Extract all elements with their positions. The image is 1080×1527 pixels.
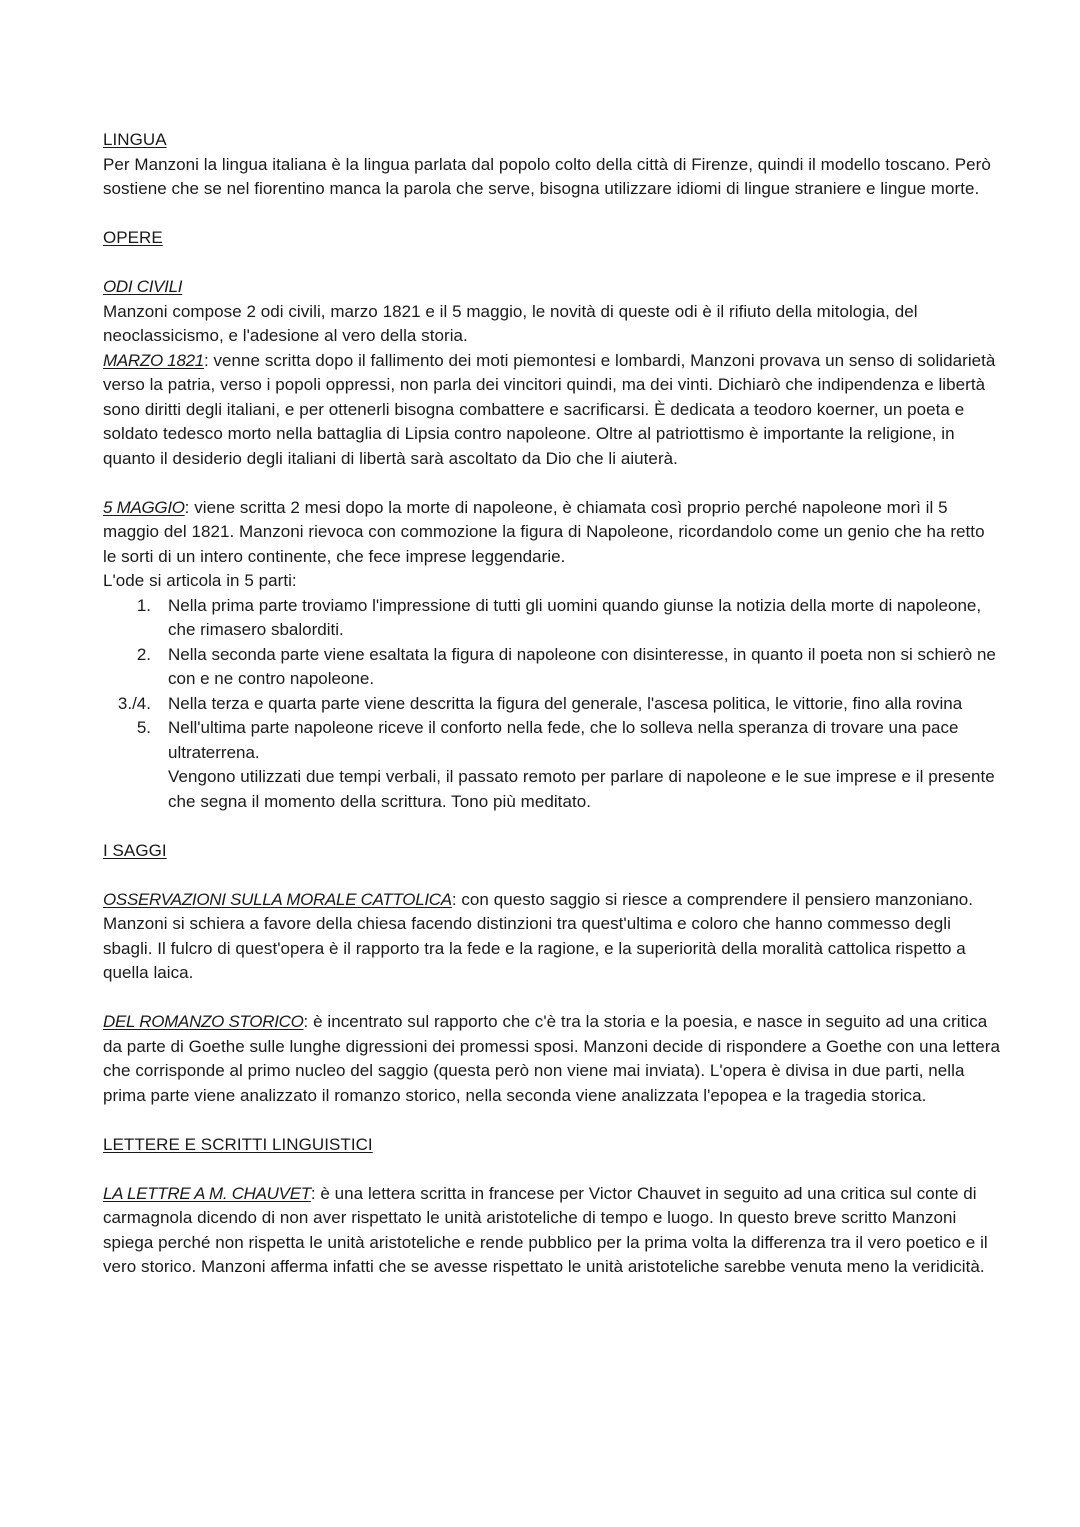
list-item-text: Nella prima parte troviamo l'impressione di tutti gli uomini quando giunse la notizia della morte di napoleone, che rimasero sbalorditi. [168,595,982,639]
paragraph-osservazioni [103,888,1000,986]
heading-lettere: LETTERE E SCRITTI LINGUISTICI [103,1134,373,1154]
parts-intro: L'ode si articola in 5 parti: [103,571,297,590]
title-osservazioni: OSSERVAZIONI SULLA MORALE CATTOLICA [103,889,452,909]
list-item-text: Nella terza e quarta parte viene descritta la figura del generale, l'ascesa politica, le vittorie, fino alla rovina [168,693,963,713]
list-item [103,716,1000,765]
list-item [103,692,1000,717]
list-item [103,594,1000,643]
paragraph-closing: Vengono utilizzati due tempi verbali, il passato remoto per parlare di napoleone e le sue imprese e il presente che segna il momento della scrittura. Tono più meditato. [168,767,995,811]
text-romanzo: : è incentrato sul rapporto che c'è tra la storia e la poesia, e nasce in seguito ad una critica da parte di Goethe sulle lunghe digressioni dei promessi sposi. Manzoni decide di rispondere a Goethe con una lettera che corrisponde al primo nucleo del saggio (questa però non viene mai inviata). L'opera è divisa in due parti, nella prima parte viene analizzato il romanzo storico, nella seconda viene analizzata l'epopea e la tragedia storica. [103,1012,1001,1105]
text-chauvet: : è una lettera scritta in francese per Victor Chauvet in seguito ad una critica sul conte di carmagnola dicendo di non aver rispettato le unità aristoteliche di tempo e luogo. In questo breve scritto Manzoni spiega perché non rispetta le unità aristoteliche e rende pubblico per la prima volta la differenza tra il vero poetico e il vero storico. Manzoni afferma infatti che se avesse rispettato le unità aristoteliche sarebbe venuta meno la veridicità. [103,1183,988,1276]
section-opere [103,226,1000,814]
paragraph-odi-intro: Manzoni compose 2 odi civili, marzo 1821 e il 5 maggio, le novità di queste odi è il rifiuto della mitologia, del neoclassicismo, e l'adesione al vero della storia. [103,301,918,345]
text-osservazioni: : con questo saggio si riesce a comprendere il pensiero manzoniano. Manzoni si schiera a favore della chiesa facendo distinzioni tra quest'ultima e coloro che hanno commesso degli sbagli. Il fulcro di quest'opera è il rapporto tra la fede e la ragione, e la superiorità della moralità cattolica rispetto a quella laica. [103,889,974,982]
paragraph-romanzo [103,1010,1000,1108]
paragraph-chauvet [103,1182,1000,1280]
list-item-number: 5. [136,718,151,737]
heading-lingua: LINGUA [103,130,167,149]
list-item-number: 3./4. [117,693,151,713]
heading-opere: OPERE [103,228,163,247]
text-marzo-1821: : venne scritta dopo il fallimento dei moti piemontesi e lombardi, Manzoni provava un senso di solidarietà verso la patria, verso i popoli oppressi, non parla dei vincitori quindi, ma dei vinti. Dichiarò che indipendenza e libertà sono diritti degli italiani, e per ottenerli bisogna combattere e sacrificarsi. È dedicata a teodoro koerner, un poeta e soldato tedesco morto nella battaglia di Lipsia contro napoleone. Oltre al patriottismo è importante la religione, in quanto il desiderio degli italiani di libertà sarà ascoltato da Dio che li aiuterà. [103,350,996,468]
section-saggi [103,839,1000,1109]
list-item-number: 2. [136,644,151,664]
title-5-maggio: 5 MAGGIO [103,497,185,517]
list-item-text: Nella seconda parte viene esaltata la figura di napoleone con disinteresse, in quanto il poeta non si schierò ne con e ne contro napoleone. [168,644,996,688]
heading-saggi: I SAGGI [103,840,167,860]
heading-odi-civili: ODI CIVILI [103,277,183,296]
title-romanzo: DEL ROMANZO STORICO [103,1012,304,1031]
section-lettere [103,1133,1000,1280]
list-item-text: Nell'ultima parte napoleone riceve il conforto nella fede, che lo solleva nella speranza di trovare una pace ultraterrena. [168,718,959,762]
paragraph-marzo-1821 [103,349,1000,472]
list-item [103,643,1000,692]
section-lingua [103,128,1000,202]
title-marzo-1821: MARZO 1821 [103,350,204,370]
text-5-maggio: : viene scritta 2 mesi dopo la morte di napoleone, è chiamata così proprio perché napoleone morì il 5 maggio del 1821. Manzoni rievoca con commozione la figura di Napoleone, ricordandolo come un genio che ha retto le sorti di un intero continente, che fece imprese leggendarie. [103,497,985,566]
title-chauvet: LA LETTRE A M. CHAUVET [103,1183,311,1203]
parts-list [103,594,1000,766]
paragraph-lingua: Per Manzoni la lingua italiana è la lingua parlata dal popolo colto della città di Firenze, quindi il modello toscano. Però sostiene che se nel fiorentino manca la parola che serve, bisogna utilizzare idiomi di lingue straniere e lingue morte. [103,154,991,198]
list-item-number: 1. [136,595,151,615]
paragraph-5-maggio [103,496,1000,570]
